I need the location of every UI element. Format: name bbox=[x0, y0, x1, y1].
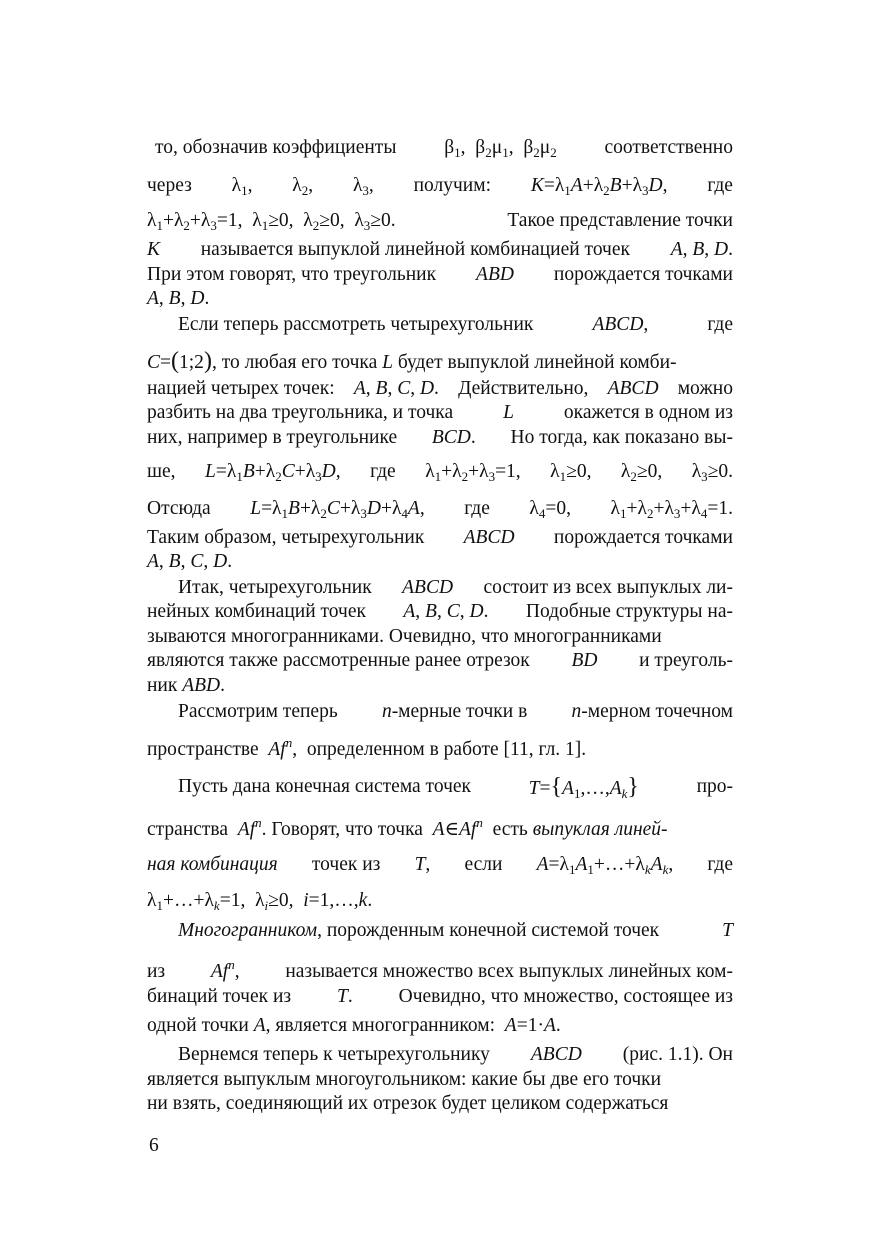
text-line: ше, $L=\lambda_1B+\lambda_2C+\lambda_3D$, где $\lambda_1+\lambda_2+\lambda_3=1$, $\lambda_1\ge 0$, $\lambda_2\ge 0$, $\lambda_3\ge 0$. bbox=[147, 461, 733, 484]
text-line: K называется выпуклой линейной комбинацией точек A, B, D. bbox=[147, 239, 733, 260]
text-line: $\lambda_1+\lambda_2+\lambda_3=1$, $\lambda_1\ge 0$, $\lambda_2\ge 0$, $\lambda_3\ge 0$. Такое представление точки bbox=[147, 210, 733, 233]
text-line: зываются многогранниками. Очевидно, что многогранниками bbox=[147, 626, 662, 647]
text-line: Вернемся теперь к четырехугольнику ABCD (рис. 1.1). Он bbox=[178, 1044, 733, 1065]
text-line: них, например в треугольнике BCD. Но тогда, как показано вы- bbox=[147, 427, 733, 448]
text-line: A, B, D. bbox=[147, 288, 210, 309]
text-line: ник ABD. bbox=[147, 675, 226, 696]
text-line: странства Af$^n$. Говорят, что точка A∈Af$^n$ есть выпуклая линей- bbox=[147, 815, 668, 840]
text-line: При этом говорят, что треугольник ABD порождается точками bbox=[147, 264, 733, 285]
text-line: Итак, четырехугольник ABCD состоит из всех выпуклых ли- bbox=[178, 577, 733, 598]
text-line: через $\lambda_1$, $\lambda_2$, $\lambda_3$, получим: $K=\lambda_1A+\lambda_2B+\lambda_3D$, где bbox=[147, 175, 733, 198]
page-number: 6 bbox=[149, 1135, 159, 1156]
text-line: Пусть дана конечная система точек $T=\{A_1,\dots,A_k\}$ про- bbox=[178, 774, 733, 801]
text-line: являются также рассмотренные ранее отрезок BD и треуголь- bbox=[147, 650, 733, 671]
text-line: Многогранником, порожденным конечной системой точек T bbox=[178, 920, 733, 941]
text-line: ни взять, соединяющий их отрезок будет целиком содержаться bbox=[147, 1093, 669, 1114]
text-line: из Af$^n$, называется множество всех выпуклых линейных ком- bbox=[147, 957, 733, 982]
text-line: ная комбинация точек из T, если $A=\lambda_1A_1+\dots+\lambda_kA_k$, где bbox=[147, 854, 733, 877]
text-line: является выпуклым многоугольником: какие бы две его точки bbox=[147, 1069, 662, 1090]
text-line: $\lambda_1+\dots+\lambda_k=1$, $\lambda_i\ge 0$, i=1,…,k. bbox=[147, 890, 373, 913]
text-line: C=(1;2), то любая его точка L будет выпуклой линейной комби- bbox=[147, 348, 677, 374]
text-line: Отсюда $L=\lambda_1B+\lambda_2C+\lambda_3D+\lambda_4A$, где $\lambda_4=0$, $\lambda_1+\lambda_2+\lambda_3+\lambda_4=1$. bbox=[147, 498, 733, 521]
text-line: одной точки A, является многогранником: A=1·A. bbox=[147, 1015, 561, 1036]
text-line: Таким образом, четырехугольник ABCD порождается точками bbox=[147, 527, 733, 548]
text-line: Рассмотрим теперь n-мерные точки в n-мерном точечном bbox=[178, 701, 733, 722]
text-line: A, B, C, D. bbox=[147, 551, 233, 572]
text-line: Если теперь рассмотреть четырехугольник ABCD, где bbox=[178, 314, 733, 335]
text-line: нацией четырех точек: A, B, C, D. Действительно, ABCD можно bbox=[147, 378, 733, 399]
text-line: бинаций точек из T. Очевидно, что множество, состоящее из bbox=[147, 986, 733, 1007]
text-line: разбить на два треугольника, и точка L окажется в одном из bbox=[147, 402, 733, 423]
text-line: то, обозначив коэффициенты $\beta_1$, $\beta_2\mu_1$, $\beta_2\mu_2$ соответственно bbox=[155, 137, 733, 160]
text-line: пространстве Af$^n$, определенном в работе [11, гл. 1]. bbox=[147, 735, 587, 760]
text-line: нейных комбинаций точек A, B, C, D. Подобные структуры на- bbox=[147, 601, 733, 622]
